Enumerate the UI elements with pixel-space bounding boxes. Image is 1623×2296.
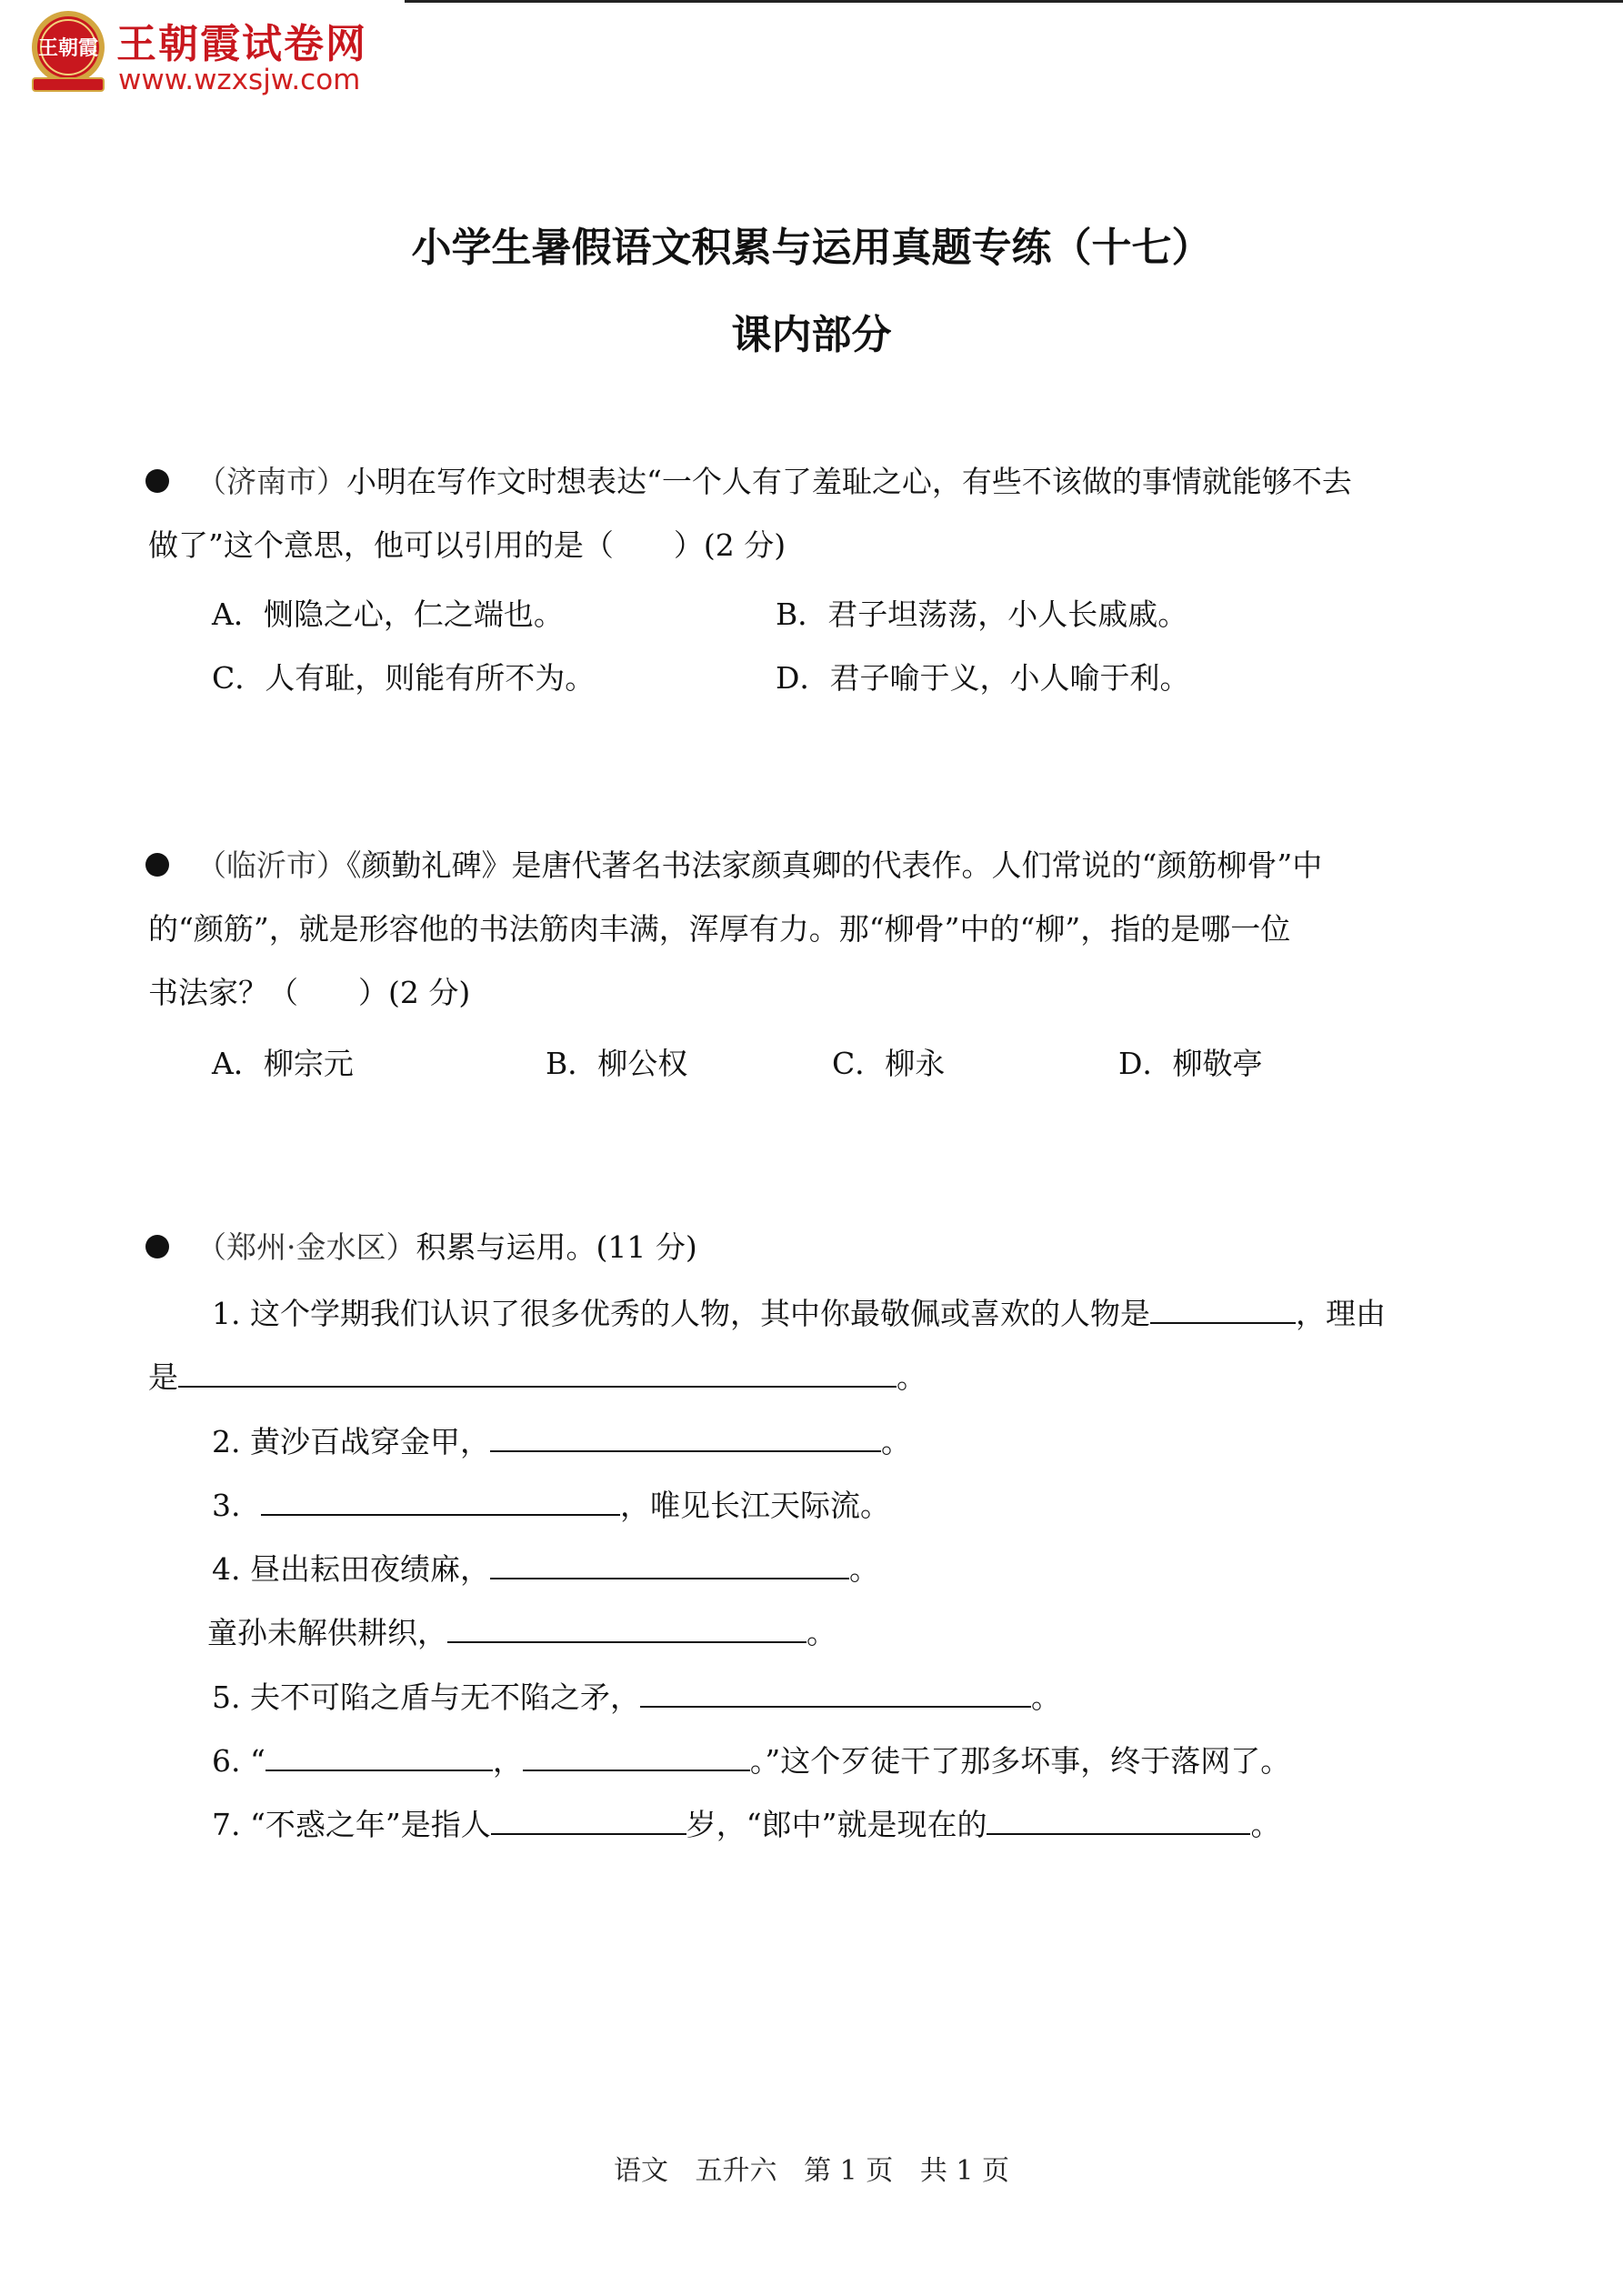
q3-item5-text: 5. 夫不可陷之盾与无不陷之矛， bbox=[212, 1679, 640, 1715]
q1-text1: 小明在写作文时想表达“一个人有了羞耻之心，有些不该做的事情就能够不去 bbox=[346, 464, 1352, 499]
q2-line2: 的“颜筋”，就是形容他的书法筋肉丰满，浑厚有力。那“柳骨”中的“柳”，指的是哪一位 bbox=[148, 911, 1291, 947]
page-subtitle: 课内部分 bbox=[731, 312, 892, 358]
q1-line2: 做了”这个意思，他可以引用的是（ ）(2 分) bbox=[148, 527, 786, 563]
bullet-icon bbox=[145, 469, 169, 493]
q1-option-b: B．君子坦荡荡，小人长戚戚。 bbox=[776, 597, 1188, 632]
site-logo bbox=[27, 7, 409, 98]
bullet-icon bbox=[145, 853, 169, 877]
q3-item3-text: ，唯见长江天际流。 bbox=[620, 1488, 890, 1523]
q3-item3 bbox=[212, 1487, 890, 1524]
period: 。 bbox=[1250, 1807, 1281, 1842]
q3-heading-text: 积累与运用。(11 分) bbox=[416, 1229, 697, 1265]
footer-total-pages: 共 1 页 bbox=[919, 2155, 1009, 2187]
bullet-icon bbox=[145, 1235, 169, 1258]
q1-line1 bbox=[145, 464, 1352, 500]
q3-item2-text: 2. 黄沙百战穿金甲， bbox=[212, 1424, 490, 1459]
period: 。 bbox=[897, 1359, 927, 1395]
q3-item1-text: 1. 这个学期我们认识了很多优秀的人物，其中你最敬佩或喜欢的人物是 bbox=[212, 1296, 1150, 1331]
q1-option-a: A．恻隐之心，仁之端也。 bbox=[212, 597, 564, 632]
comma: ， bbox=[492, 1743, 523, 1779]
answer-blank[interactable] bbox=[987, 1806, 1250, 1835]
q2-source: （临沂市） bbox=[196, 847, 346, 883]
q3-item4-cont bbox=[207, 1614, 837, 1651]
brand-name: 王朝霞试卷网 bbox=[116, 21, 367, 67]
seal-logo-icon bbox=[27, 7, 109, 96]
q3-item4 bbox=[212, 1550, 879, 1588]
q2-text1: 《颜勤礼碑》是唐代著名书法家颜真卿的代表作。人们常说的“颜筋柳骨”中 bbox=[346, 847, 1323, 883]
q3-item7-text: 7. “不惑之年”是指人 bbox=[212, 1807, 491, 1842]
q3-item6-text: 6. “ bbox=[212, 1743, 265, 1779]
q2-line3: 书法家？（ ）(2 分) bbox=[148, 975, 471, 1010]
answer-blank[interactable] bbox=[523, 1742, 750, 1771]
q3-item1 bbox=[212, 1295, 1386, 1332]
header-rule bbox=[405, 0, 1623, 3]
q3-item6-text2: 。”这个歹徒干了那多坏事，终于落网了。 bbox=[749, 1743, 1291, 1779]
q1-option-c: C．人有耻，则能有所不为。 bbox=[212, 660, 596, 696]
q3-item5 bbox=[212, 1679, 1061, 1716]
q3-heading bbox=[145, 1229, 697, 1266]
q2-line1 bbox=[145, 847, 1322, 884]
seal-text: 王朝霞 bbox=[37, 36, 99, 60]
period: 。 bbox=[806, 1615, 837, 1650]
q3-item7 bbox=[212, 1806, 1280, 1843]
q2-option-b: B．柳公权 bbox=[546, 1046, 688, 1081]
q3-source: （郑州·金水区） bbox=[196, 1229, 416, 1265]
q3-item2 bbox=[212, 1423, 911, 1460]
footer-page-number: 第 1 页 bbox=[804, 2155, 894, 2187]
q3-item6 bbox=[212, 1742, 1290, 1780]
period: 。 bbox=[848, 1551, 879, 1587]
q3-item1-cont bbox=[148, 1359, 927, 1396]
q1-source: （济南市） bbox=[196, 464, 346, 499]
answer-blank[interactable] bbox=[491, 1806, 686, 1835]
answer-blank[interactable] bbox=[447, 1614, 806, 1643]
q3-item3-num: 3. bbox=[212, 1488, 241, 1523]
answer-blank[interactable] bbox=[265, 1742, 493, 1771]
q2-option-d: D．柳敬亭 bbox=[1118, 1046, 1263, 1081]
q3-item1-text3: 是 bbox=[148, 1359, 178, 1395]
answer-blank[interactable] bbox=[1150, 1295, 1296, 1324]
answer-blank[interactable] bbox=[490, 1423, 881, 1452]
period: 。 bbox=[880, 1424, 911, 1459]
answer-blank[interactable] bbox=[640, 1679, 1031, 1708]
q3-item1-text2: ，理由 bbox=[1295, 1296, 1386, 1331]
answer-blank[interactable] bbox=[178, 1359, 897, 1388]
q3-item7-text2: 岁，“郎中”就是现在的 bbox=[686, 1807, 987, 1842]
period: 。 bbox=[1030, 1679, 1061, 1715]
footer-grade: 五升六 bbox=[695, 2155, 777, 2187]
answer-blank[interactable] bbox=[490, 1550, 849, 1579]
page-footer bbox=[0, 2148, 1623, 2188]
footer-subject: 语文 bbox=[614, 2155, 668, 2187]
q3-item4-text: 4. 昼出耘田夜绩麻， bbox=[212, 1551, 490, 1587]
q2-option-a: A．柳宗元 bbox=[212, 1046, 354, 1081]
brand-url[interactable]: www.wzxsjw.com bbox=[118, 64, 361, 96]
q3-item4-text2: 童孙未解供耕织， bbox=[207, 1615, 447, 1650]
page-title: 小学生暑假语文积累与运用真题专练（十七） bbox=[411, 225, 1212, 271]
answer-blank[interactable] bbox=[261, 1487, 620, 1516]
q1-option-d: D．君子喻于义，小人喻于利。 bbox=[776, 660, 1190, 696]
q2-option-c: C．柳永 bbox=[832, 1046, 946, 1081]
